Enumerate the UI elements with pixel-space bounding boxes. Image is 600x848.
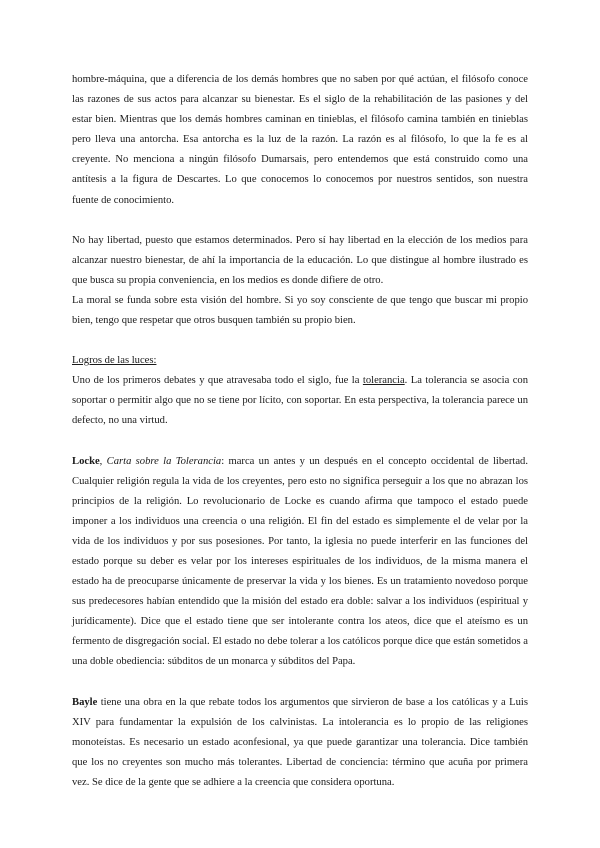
- section-heading-logros: Logros de las luces:: [72, 355, 157, 367]
- author-name-locke: Locke: [72, 455, 100, 467]
- work-title-carta: Carta sobre la Tolerancia: [106, 455, 222, 467]
- paragraph-locke: [72, 452, 528, 673]
- paragraph-tolerancia-text-start: Uno de los primeros debates y que atravesaba todo el siglo, fue la: [72, 375, 363, 387]
- paragraph-libertad: No hay libertad, puesto que estamos determinados. Pero sí hay libertad en la elección de los medios para alcanzar nuestro bienestar, de ahí la importancia de la educación. Lo que distingue al hombre ilustrado es que busca su propia conveniencia, en los medios es donde difiere de otro.: [72, 234, 528, 286]
- paragraph-moral: La moral se funda sobre esta visión del hombre. Si yo soy consciente de que tengo que buscar mi propio bien, tengo que respetar que otros busquen también su propio bien.: [72, 294, 528, 327]
- paragraph-bayle: [72, 693, 528, 793]
- paragraph-intro: hombre-máquina, que a diferencia de los demás hombres que no saben por qué actúan, el filósofo conoce las razones de sus actos para alcanzar su bienestar. Es el siglo de la rehabilitación de las pasiones y del estar bien. Mientras que los demás hombres caminan en tinieblas, el filósofo camina también en tinieblas pero lleva una antorcha. Esa antorcha es la luz de la razón. La razón es al filósofo, lo que la fe es al creyente. No menciona a ningún filósofo Dumarsais, pero entendemos que está construido como una antítesis a la figura de Descartes. Lo que conocemos lo conocemos por nuestros sentidos, son nuestra fuente de conocimiento.: [72, 74, 528, 206]
- document-page: [72, 70, 528, 813]
- tolerancia-term: tolerancia: [362, 375, 405, 387]
- paragraph-tolerancia: [72, 371, 528, 431]
- paragraph-locke-text: : marca un antes y un después en el concepto occidental de libertad. Cualquier religión regula la vida de los creyentes, pero esto no significa perseguir a los que no abrazan los principios de la religión. Lo revolucionario de Locke es cuando afirma que tampoco el estado puede imponer a los individuos una creencia o una religión. El fin del estado es simplemente el de velar por la vida de los individuos y por sus posesiones. Por tanto, la iglesia no puede interferir en las funciones del estado porque su deber es velar por los intereses espirituales de los individuos, de la misma manera el estado ha de preocuparse únicamente de preservar la vida y los bienes. Es un tratamiento novedoso porque sus predecesores habían entendido que la misión del estado era doble: salvar a los individuos (espiritual y jurídicamente). Dice que el estado tiene que ser intolerante contra los ateos, dice que el ateísmo es un fermento de disgregación social. El estado no debe tolerar a los católicos porque dice que están sometidos a una doble obediencia: súbditos de un monarca y súbditos del Papa.: [72, 455, 528, 668]
- locke-separator: ,: [99, 455, 107, 467]
- paragraph-bayle-text: tiene una obra en la que rebate todos los argumentos que sirvieron de base a los católicas y a Luis XIV para fundamentar la expulsión de los calvinistas. La intolerancia es lo propio de las religiones monoteístas. Es necesario un estado aconfesional, ya que puede garantizar una tolerancia. Dice también que los no creyentes son mucho más tolerantes. Libertad de conciencia: término que acuña por primera vez. Se dice de la gente que se adhiere a la creencia que considera oportuna.: [72, 696, 528, 788]
- author-name-bayle: Bayle: [72, 696, 98, 708]
- paragraph-tolerancia-text-end: . La tolerancia se asocia con soportar o permitir algo que no se tiene por lícito, con soportar. En esta perspectiva, la tolerancia parece un defecto, no una virtud.: [72, 375, 529, 427]
